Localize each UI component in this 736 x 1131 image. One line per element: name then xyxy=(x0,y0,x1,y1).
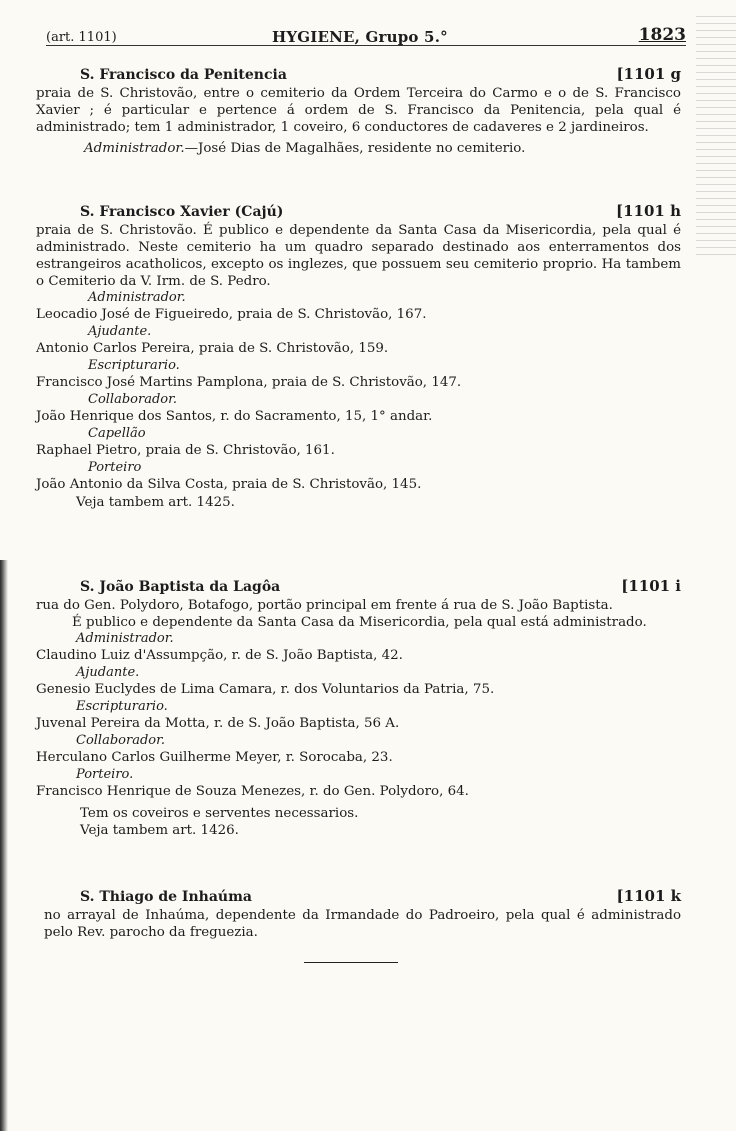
staff-role: Porteiro. xyxy=(76,767,134,782)
entry-title: S. João Baptista da Lagôa xyxy=(80,579,281,595)
admin-person: —José Dias de Magalhães, residente no cemiterio. xyxy=(184,141,526,156)
see-also: Veja tambem art. 1426. xyxy=(80,823,239,838)
staff-person: Raphael Pietro, praia de S. Christovão, 161. xyxy=(36,443,335,458)
entry-francisco-xavier xyxy=(36,203,681,511)
staff-person: Claudino Luiz d'Assumpção, r. de S. João Baptista, 42. xyxy=(36,648,403,663)
end-rule xyxy=(304,962,398,963)
entry-title: S. Francisco da Penitencia xyxy=(80,67,287,83)
entry-ref: [1101 h xyxy=(616,202,681,220)
staff-person: Leocadio José de Figueiredo, praia de S. Christovão, 167. xyxy=(36,307,427,322)
staff-person: Herculano Carlos Guilherme Meyer, r. Sorocaba, 23. xyxy=(36,750,393,765)
admin-role: Administrador. xyxy=(84,141,185,156)
scan-edge xyxy=(0,560,8,1131)
entry-title: S. Francisco Xavier (Cajú) xyxy=(80,204,284,220)
staff-role: Porteiro xyxy=(88,460,142,475)
staff-role: Escripturario. xyxy=(76,699,168,714)
staff-person: João Henrique dos Santos, r. do Sacramento, 15, 1° andar. xyxy=(36,409,433,424)
staff-role: Escripturario. xyxy=(88,358,180,373)
entry-note: Tem os coveiros e serventes necessarios. xyxy=(80,806,359,821)
entry-ref: [1101 i xyxy=(621,577,681,595)
header-rule xyxy=(46,45,686,46)
staff-role: Collaborador. xyxy=(88,392,178,407)
scan-noise xyxy=(696,10,736,260)
entry-penitencia xyxy=(36,66,681,157)
staff-role: Collaborador. xyxy=(76,733,166,748)
entry-description: praia de S. Christovão. É publico e dependente da Santa Casa da Misericordia, pela qual é administrado. Neste cemiterio ha um quadro separado destinado aos enterramentos dos estrangeiros acatholicos, excepto os inglezes, que possuem seu cemiterio proprio. Ha tambem o Cemiterio da V. Irm. de S. Pedro. xyxy=(36,223,681,289)
see-also: Veja tambem art. 1425. xyxy=(76,495,235,510)
entry-description-2: É publico e dependente da Santa Casa da Misericordia, pela qual está administrado. xyxy=(72,615,647,630)
entry-ref: [1101 k xyxy=(616,887,681,905)
header-page-number: 1823 xyxy=(638,25,686,45)
staff-person: Genesio Euclydes de Lima Camara, r. dos Voluntarios da Patria, 75. xyxy=(36,682,495,697)
entry-title: S. Thiago de Inhaúma xyxy=(80,889,252,905)
staff-person: João Antonio da Silva Costa, praia de S. Christovão, 145. xyxy=(36,477,422,492)
entry-description: praia de S. Christovão, entre o cemiterio da Ordem Terceira do Carmo e o de S. Francisco Xavier ; é particular e pertence á ordem de S. Francisco da Penitencia, pela qual é administrado; tem 1 administrador, 1 coveiro, 6 conductores de cadaveres e 2 jardineiros. xyxy=(36,86,681,135)
staff-role: Administrador. xyxy=(76,631,174,646)
staff-person: Francisco José Martins Pamplona, praia de S. Christovão, 147. xyxy=(36,375,462,390)
entry-admin-line xyxy=(36,140,681,157)
header-article-ref: (art. 1101) xyxy=(46,30,117,45)
entry-description: rua do Gen. Polydoro, Botafogo, portão principal em frente á rua de S. João Baptista. xyxy=(36,598,613,613)
staff-person: Juvenal Pereira da Motta, r. de S. João Baptista, 56 A. xyxy=(36,716,400,731)
entry-description: no arrayal de Inhaúma, dependente da Irmandade do Padroeiro, pela qual é administrado pelo Rev. parocho da freguezia. xyxy=(44,908,681,940)
entry-joao-baptista xyxy=(36,578,681,839)
staff-person: Antonio Carlos Pereira, praia de S. Christovão, 159. xyxy=(36,341,389,356)
header-section-title: HYGIENE, Grupo 5.° xyxy=(272,28,448,46)
staff-role: Ajudante. xyxy=(88,324,152,339)
entry-thiago-inhauma xyxy=(36,888,681,941)
staff-role: Ajudante. xyxy=(76,665,140,680)
entry-ref: [1101 g xyxy=(616,65,681,83)
staff-person: Francisco Henrique de Souza Menezes, r. do Gen. Polydoro, 64. xyxy=(36,784,469,799)
staff-role: Administrador. xyxy=(88,290,186,305)
staff-role: Capellão xyxy=(88,426,146,441)
